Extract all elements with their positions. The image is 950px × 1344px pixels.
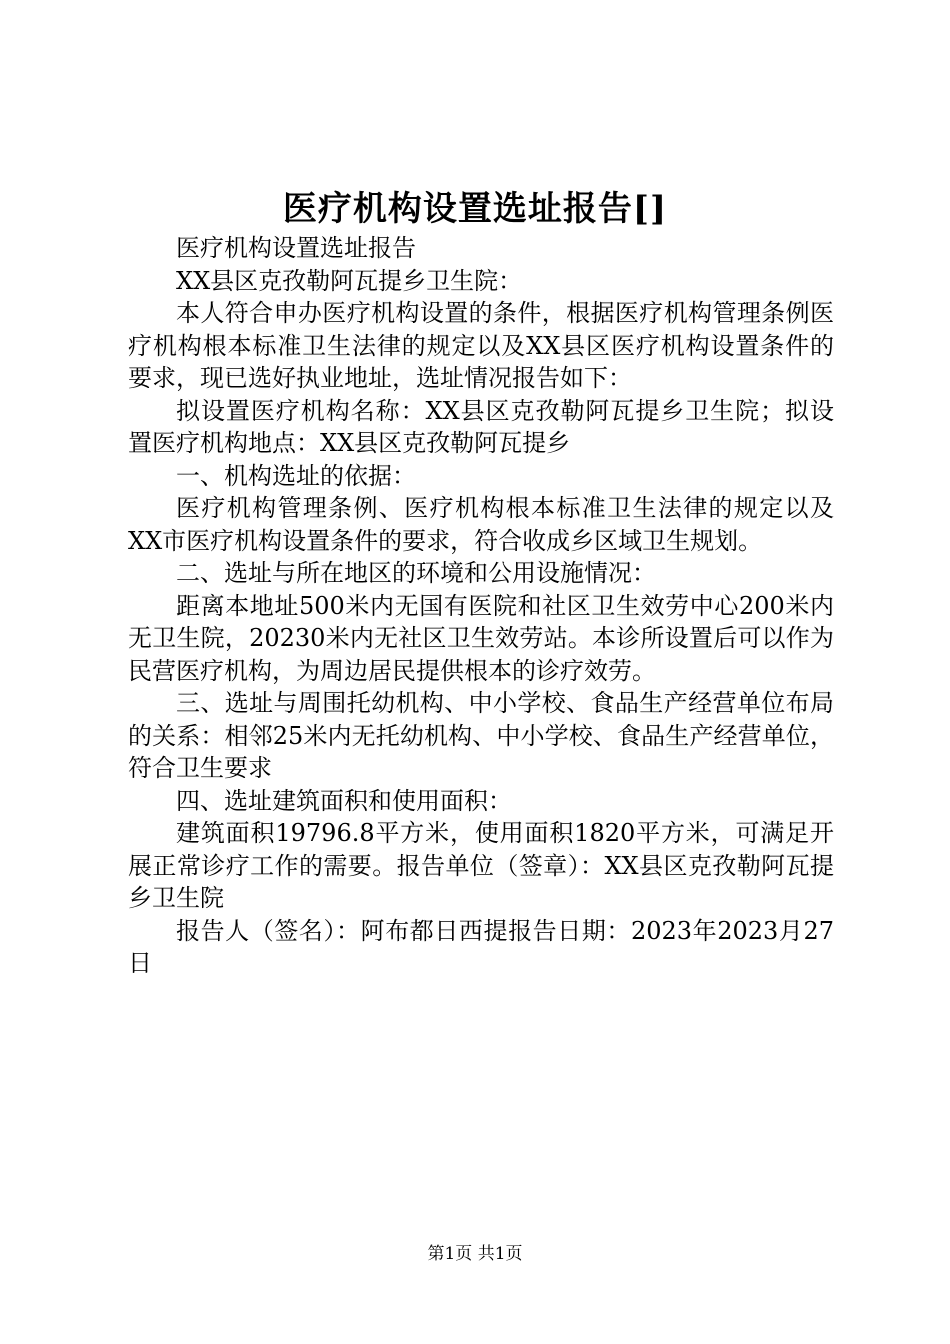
paragraph-subtitle: 医疗机构设置选址报告: [176, 234, 416, 262]
paragraph-area: 建筑面积19796.8平方米，使用面积1820平方米，可满足开展正常诊疗工作的需要。报告单位（签章）：XX县区克孜勒阿瓦提乡卫生院: [128, 819, 834, 912]
document-body: [128, 232, 834, 980]
paragraph-surroundings: 三、选址与周围托幼机构、中小学校、食品生产经营单位布局的关系：相邻25米内无托幼机构、中小学校、食品生产经营单位，符合卫生要求: [128, 689, 834, 782]
document-title: 医疗机构设置选址报告[]: [282, 189, 668, 229]
paragraph-environment: 距离本地址500米内无国有医院和社区卫生效劳中心200米内无卫生院，20230米内无社区卫生效劳站。本诊所设置后可以作为民营医疗机构，为周边居民提供根本的诊疗效劳。: [128, 591, 834, 685]
section-heading-2: 二、选址与所在地区的环境和公用设施情况：: [176, 559, 656, 587]
paragraph-basis: 医疗机构管理条例、医疗机构根本标准卫生法律的规定以及XX市医疗机构设置条件的要求，符合收成乡区域卫生规划。: [128, 494, 834, 555]
paragraph-institution-name: 拟设置医疗机构名称：XX县区克孜勒阿瓦提乡卫生院；拟设置医疗机构地点：XX县区克孜勒阿瓦提乡: [128, 396, 834, 457]
paragraph-signature: 报告人（签名）：阿布都日西提报告日期：2023年2023月27日: [128, 916, 834, 977]
section-heading-4: 四、选址建筑面积和使用面积：: [176, 786, 512, 815]
page-number: 第1页: [427, 1244, 473, 1264]
paragraph-addressee: XX县区克孜勒阿瓦提乡卫生院：: [176, 266, 523, 295]
paragraph-intro: 本人符合申办医疗机构设置的条件，根据医疗机构管理条例医疗机构根本标准卫生法律的规定以及XX县区医疗机构设置条件的要求，现已选好执业地址，选址情况报告如下：: [128, 299, 834, 392]
page-footer: [0, 1242, 950, 1266]
section-heading-1: 一、机构选址的依据：: [176, 461, 416, 490]
page-total: 共1页: [477, 1244, 523, 1264]
